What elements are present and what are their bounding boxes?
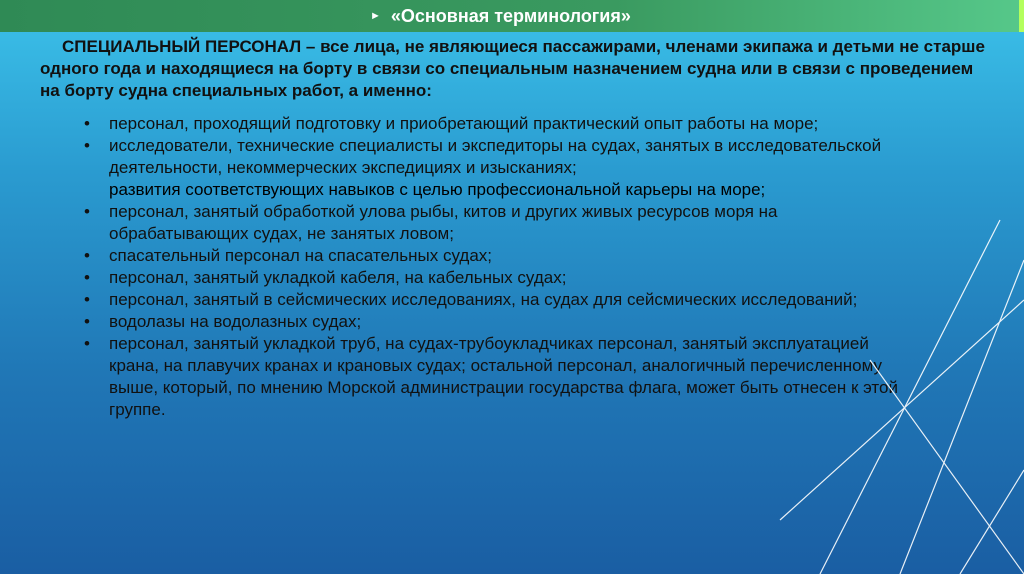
- bullet-dot: •: [84, 334, 90, 353]
- list-item-text: исследователи, технические специалисты и экспедиторы на судах, занятых в исследовательской деятельности, некоммерческих экспедициях и изысканиях;: [109, 136, 882, 177]
- deco-line: [870, 360, 1024, 574]
- deco-line: [900, 260, 1024, 574]
- definition-paragraph: СПЕЦИАЛЬНЫЙ ПЕРСОНАЛ – все лица, не являющиеся пассажирами, членами экипажа и детьми не старше одного года и находящиеся на борту в связи со специальным назначением судна или в связи с проведением на борту судна специальных работ, а именно:: [40, 37, 985, 100]
- list-item-text: водолазы на водолазных судах;: [109, 312, 362, 331]
- list-item-continuation: развития соответствующих навыков с целью профессиональной карьеры на море;: [109, 180, 766, 199]
- list-item-text: персонал, занятый в сейсмических исследованиях, на судах для сейсмических исследований;: [109, 290, 858, 309]
- list-item-text: персонал, занятый обработкой улова рыбы, китов и других живых ресурсов моря на обрабатывающих судах, не занятых ловом;: [109, 202, 778, 243]
- deco-line: [780, 300, 1024, 520]
- list-item-text: персонал, занятый укладкой кабеля, на кабельных судах;: [109, 268, 567, 287]
- list-item-text: спасательный персонал на спасательных судах;: [109, 246, 493, 265]
- deco-line: [820, 220, 1000, 574]
- triangle-right-icon: ►: [370, 10, 381, 22]
- bullet-dot: •: [84, 290, 90, 309]
- bullet-dot: •: [84, 268, 90, 287]
- bullet-dot: •: [84, 246, 90, 265]
- list-item-text: персонал, проходящий подготовку и приобретающий практический опыт работы на море;: [109, 114, 819, 133]
- bullet-dot: •: [84, 136, 90, 155]
- bullet-dot: •: [84, 114, 90, 133]
- deco-line: [960, 470, 1024, 574]
- slide-title: «Основная терминология»: [390, 5, 631, 26]
- list-item-text: персонал, занятый укладкой труб, на судах-трубоукладчиках персонал, занятый эксплуатацией крана, на плавучих кранах и крановых судах; остальной персонал, аналогичный перечисленному выше, который, по мнению Морской администрации государства флага, может быть отнесен к этой группе.: [109, 334, 898, 419]
- bullet-dot: •: [84, 202, 90, 221]
- bullet-dot: •: [84, 312, 90, 331]
